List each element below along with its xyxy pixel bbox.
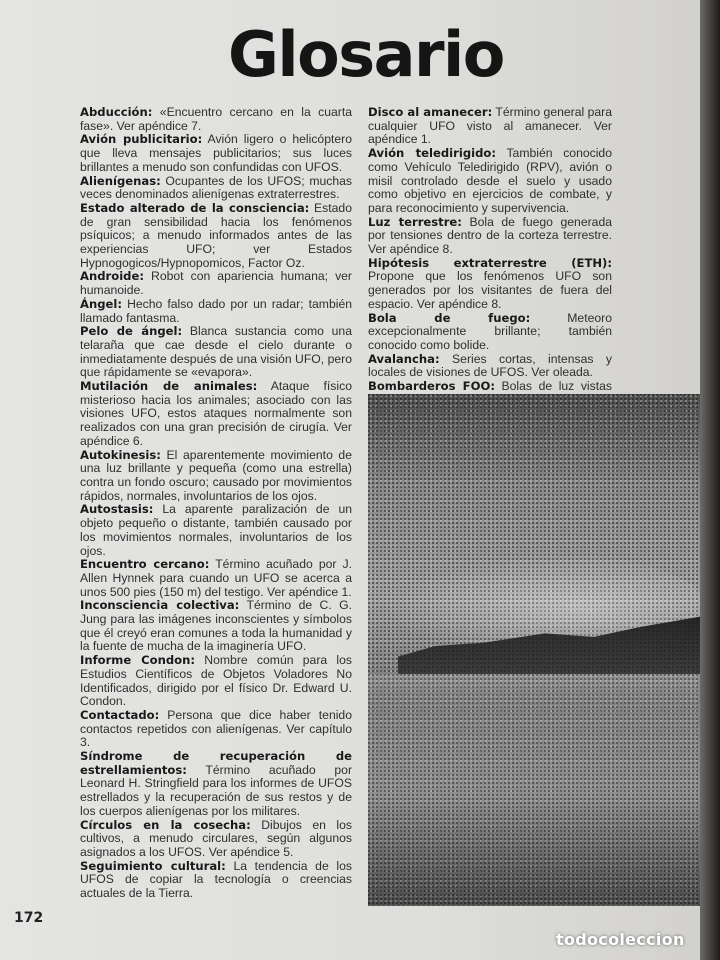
page-number: 172 — [14, 910, 44, 926]
glossary-entry — [80, 106, 352, 133]
glossary-entry — [80, 654, 352, 709]
glossary-entry — [80, 860, 352, 901]
glossary-entry — [80, 558, 352, 599]
page-title: Glosario — [228, 18, 504, 91]
glossary-definition: Bola de fuego generada por tensiones dentro de la corteza terrestre. Ver apéndice 8. — [368, 214, 612, 257]
glossary-term: Avión teledirigido: — [368, 146, 497, 161]
glossary-term: Inconsciencia colectiva: — [80, 598, 240, 613]
glossary-term: Círculos en la cosecha: — [80, 817, 251, 832]
glossary-definition: Dibujos en los cultivos, a menudo circulares, según algunos asignados a los UFOS. Ver apéndice 5. — [80, 817, 352, 859]
glossary-entry — [80, 175, 352, 202]
glossary-definition: La tendencia de los UFOS de copiar la tecnología o creencias actuales de la Tierra. — [80, 858, 352, 901]
glossary-term: Mutilación de animales: — [80, 379, 258, 394]
glossary-entry — [80, 133, 352, 174]
glossary-term: Hipótesis extraterrestre (ETH): — [368, 255, 612, 270]
photo-ground — [368, 674, 704, 906]
glossary-definition: Robot con apariencia humana; ver humanoide. — [80, 269, 352, 298]
glossary-term: Bola de fuego: — [368, 310, 531, 325]
glossary-definition: También conocido como Vehículo Teledirigido (RPV), avión o misil controlado desde el suelo y usado como objetivo en ejercicios de combate, y para reconocimiento y supervivencia. — [368, 146, 612, 215]
glossary-entry — [368, 353, 612, 380]
glossary-term: Abducción: — [80, 105, 153, 119]
glossary-entry — [80, 503, 352, 558]
glossary-definition: Avión ligero o helicóptero que lleva mensajes publicitarios; sus luces brillantes a menudo son confundidas con UFOS. — [80, 132, 352, 174]
glossary-entry — [368, 147, 612, 216]
glossary-term: Pelo de ángel: — [80, 324, 183, 339]
glossary-column-right — [368, 106, 612, 435]
glossary-entry — [368, 312, 612, 353]
book-spine — [700, 0, 720, 960]
glossary-term: Encuentro cercano: — [80, 557, 210, 572]
glossary-definition: Blanca sustancia como una telaraña que cae desde el cielo durante o inmediatamente después de una visión UFO, pero que rápidamente se «evapora». — [80, 324, 352, 380]
glossary-definition: Ataque físico misterioso hacia los animales; asociado con las visiones UFO, estos ataques normalmente son realizados con una gran precisión de cirugía. Ver apéndice 6. — [80, 379, 352, 448]
glossary-entry — [80, 709, 352, 750]
glossary-definition: Término acuñado por J. Allen Hynnek para cuando un UFO se acerca a unos 500 pies (150 m) del testigo. Ver apéndice 1. — [80, 557, 352, 599]
glossary-term: Contactado: — [80, 707, 160, 722]
glossary-term: Estado alterado de la consciencia: — [80, 200, 310, 215]
glossary-entry — [80, 202, 352, 271]
glossary-entry — [80, 750, 352, 819]
glossary-definition: Hecho falso dado por un radar; también llamado fantasma. — [80, 296, 352, 325]
glossary-definition: «Encuentro cercano en la cuarta fase». Ver apéndice 7. — [80, 105, 352, 133]
glossary-entry — [80, 449, 352, 504]
glossary-entry — [80, 270, 352, 297]
glossary-definition: Bolas de luz vistas — [501, 379, 612, 394]
glossary-term: Androide: — [80, 269, 144, 284]
watermark: todocoleccion — [556, 930, 685, 949]
glossary-entry — [80, 380, 352, 449]
glossary-definition: Término de C. G. Jung para las imágenes inconscientes y símbolos que él creyó eran comunes a toda la humanidad y la fuente de mucha de la imaginería UFO. — [80, 598, 352, 654]
glossary-entry — [368, 106, 612, 147]
glossary-entry — [368, 216, 612, 257]
ufo-photo — [368, 394, 704, 906]
glossary-entry — [80, 325, 352, 380]
glossary-definition: Series cortas, intensas y locales de visiones de UFOS. Ver oleada. — [368, 351, 612, 380]
glossary-column-left — [80, 106, 352, 901]
glossary-definition: El aparentemente movimiento de una luz brillante y pequeña (como una estrella) contra un fondo oscuro; causado por movimientos rápidos, normales, involuntarios de los ojos. — [80, 447, 352, 503]
glossary-term: Ángel: — [80, 296, 122, 311]
glossary-definition: La aparente paralización de un objeto pequeño o distante, también causado por los movimientos normales, involuntarios de los ojos. — [80, 502, 352, 558]
glossary-term: Alienígenas: — [80, 173, 161, 188]
glossary-term: Bombarderos FOO: — [368, 379, 495, 394]
glossary-entry — [368, 257, 612, 312]
glossary-term: Avalancha: — [368, 351, 440, 366]
glossary-definition: Estado de gran sensibilidad hacia los fenómenos psíquicos; a menudo informados antes de las experiencias UFO; ver Estados Hypnogogicos/Hypnopomicos, Factor Oz. — [80, 200, 352, 270]
glossary-entry — [80, 298, 352, 325]
glossary-definition: Ocupantes de los UFOS; muchas veces denominados alienígenas extraterrestres. — [80, 173, 352, 202]
glossary-term: Autokinesis: — [80, 447, 161, 462]
glossary-entry — [80, 819, 352, 860]
glossary-term: Informe Condon: — [80, 653, 196, 668]
glossary-definition: Persona que dice haber tenido contactos repetidos con alienígenas. Ver capítulo 3. — [80, 707, 352, 750]
glossary-term: Luz terrestre: — [368, 214, 462, 229]
glossary-term: Seguimiento cultural: — [80, 858, 226, 873]
glossary-definition: Propone que los fenómenos UFO son generados por los visitantes de fuera del espacio. Ver apéndice 8. — [368, 269, 612, 311]
glossary-term: Síndrome de recuperación de estrellamientos: — [80, 749, 352, 777]
glossary-entry — [80, 599, 352, 654]
glossary-definition: Nombre común para los Estudios Científicos de Objetos Voladores No Identificados, dirigido por el físico Dr. Edward U. Condon. — [80, 653, 353, 709]
glossary-term: Avión publicitario: — [80, 132, 203, 147]
glossary-term: Disco al amanecer: — [368, 105, 493, 119]
glossary-definition: Término general para cualquier UFO visto al amanecer. Ver apéndice 1. — [368, 105, 613, 147]
glossary-definition: Meteoro excepcionalmente brillante; también conocido como bolide. — [368, 310, 612, 352]
glossary-definition: Término acuñado por Leonard H. Stringfield para los informes de UFOS estrellados y la recuperación de sus restos y de los cuerpos alienígenas por los militares. — [80, 762, 352, 818]
glossary-term: Autostasis: — [80, 502, 154, 517]
